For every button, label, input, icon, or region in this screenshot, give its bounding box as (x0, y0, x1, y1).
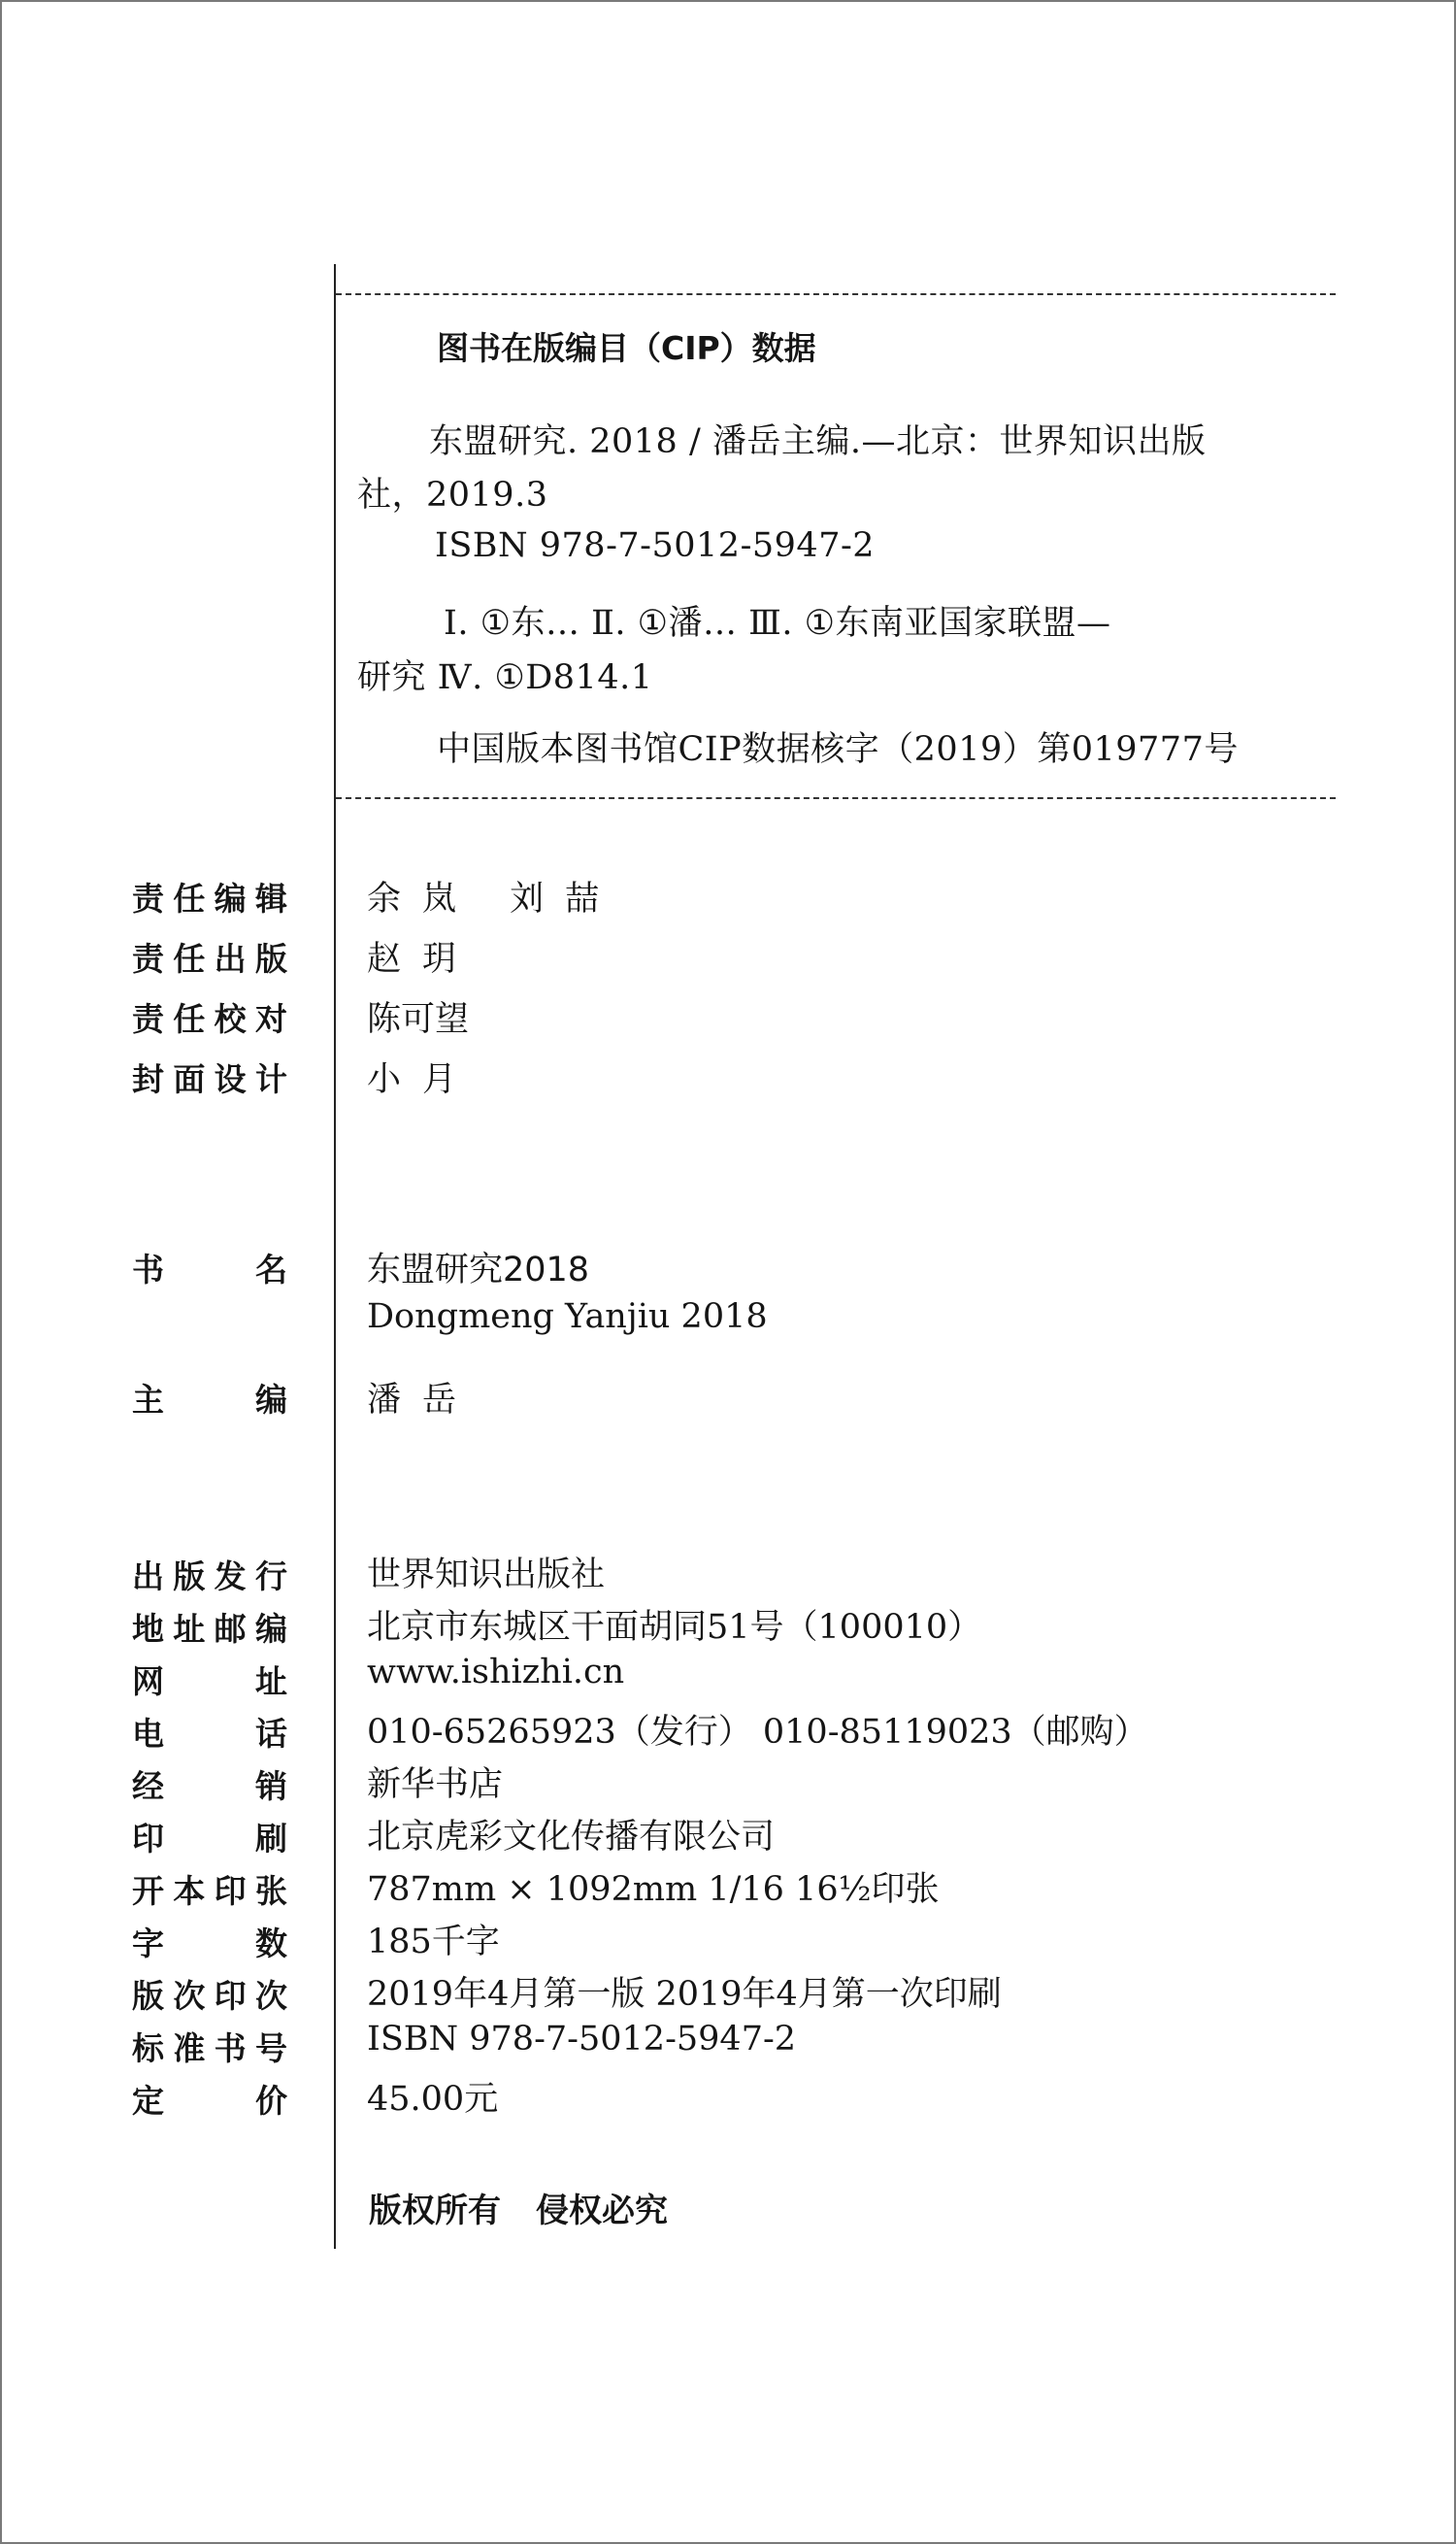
cip-line-1: 东盟研究. 2018 / 潘岳主编.—北京：世界知识出版 (429, 422, 1207, 461)
value-edition: 2019年4月第一版 2019年4月第一次印刷 (367, 1975, 1002, 2014)
value-responsible-publishing: 赵玥 (367, 940, 479, 979)
label-chief-editor: 主编 (132, 1381, 287, 1419)
label-website: 网址 (132, 1662, 287, 1700)
label-cover-design: 封面设计 (132, 1060, 287, 1098)
label-publisher: 出版发行 (132, 1557, 287, 1595)
vertical-rule (334, 264, 336, 2249)
value-distributor: 新华书店 (367, 1765, 504, 1804)
value-isbn: ISBN 978-7-5012-5947-2 (367, 2020, 797, 2059)
label-responsible-editor: 责任编辑 (132, 880, 287, 918)
value-phone: 010-65265923（发行） 010-85119023（邮购） (367, 1713, 1148, 1752)
label-responsible-publishing: 责任出版 (132, 940, 287, 978)
label-isbn: 标准书号 (132, 2029, 287, 2067)
cip-bottom-divider (336, 797, 1336, 799)
value-book-title-pinyin: Dongmeng Yanjiu 2018 (367, 1297, 768, 1336)
value-address: 北京市东城区干面胡同51号（100010） (367, 1608, 982, 1647)
piracy-warning: 侵权必究 (536, 2192, 668, 2230)
value-price: 45.00元 (367, 2080, 499, 2119)
cip-top-divider (336, 293, 1336, 295)
label-price: 定价 (132, 2082, 287, 2120)
label-distributor: 经销 (132, 1767, 287, 1805)
cip-verification: 中国版本图书馆CIP数据核字（2019）第019777号 (437, 730, 1239, 769)
value-website: www.ishizhi.cn (367, 1653, 625, 1691)
copyright-notice (369, 2184, 668, 2231)
value-responsible-editor: 余岚 刘喆 (367, 880, 621, 919)
value-chief-editor: 潘岳 (367, 1381, 479, 1420)
value-book-title: 东盟研究2018 (367, 1251, 590, 1289)
cip-line-2: 社，2019.3 (357, 476, 548, 515)
value-word-count: 185千字 (367, 1923, 500, 1961)
value-format: 787mm × 1092mm 1/16 16½印张 (367, 1870, 940, 1909)
cip-classification-1: Ⅰ. ①东… Ⅱ. ①潘… Ⅲ. ①东南亚国家联盟— (444, 604, 1111, 643)
value-cover-design: 小月 (367, 1060, 479, 1099)
label-address: 地址邮编 (132, 1610, 287, 1648)
label-phone: 电话 (132, 1715, 287, 1753)
label-book-title: 书名 (132, 1251, 287, 1289)
value-proofreader: 陈可望 (367, 1000, 470, 1039)
label-printer: 印刷 (132, 1820, 287, 1858)
label-format: 开本印张 (132, 1872, 287, 1910)
value-printer: 北京虎彩文化传播有限公司 (367, 1818, 776, 1857)
copyright-reserved: 版权所有 (369, 2192, 501, 2230)
cip-title: 图书在版编目（CIP）数据 (437, 329, 816, 367)
value-publisher: 世界知识出版社 (367, 1556, 606, 1594)
label-word-count: 字数 (132, 1925, 287, 1962)
cip-classification-2: 研究 Ⅳ. ①D814.1 (357, 658, 653, 697)
cip-isbn: ISBN 978-7-5012-5947-2 (435, 526, 876, 565)
label-proofreader: 责任校对 (132, 1000, 287, 1038)
label-edition: 版次印次 (132, 1977, 287, 2015)
